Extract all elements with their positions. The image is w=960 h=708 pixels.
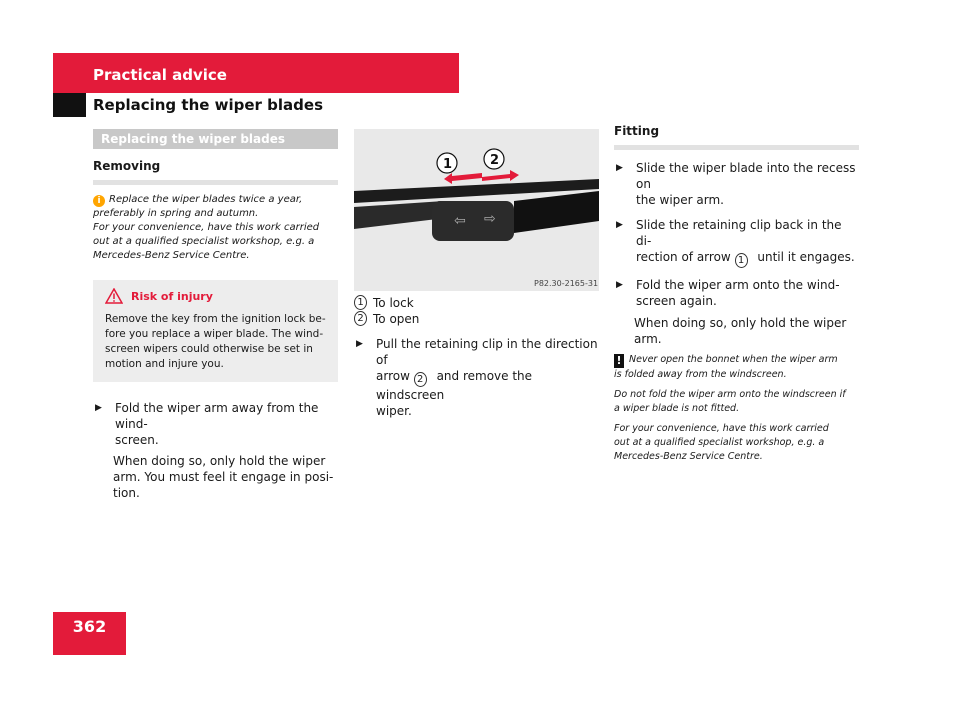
left-column: [93, 129, 338, 506]
caution-note: ! Never open the bonnet when the wiper arm is folded away from the windscreen. Do not fold the wiper arm onto the windscreen if a wiper blade is not fitted. For your convenience, have this work carried out at a qualified specialist workshop, e.g. a Mercedes-Benz Service Centre.: [614, 354, 846, 462]
wiper-illustration: [354, 129, 599, 291]
arrow-left-glyph: ⇦: [454, 213, 466, 229]
legend-item: 2 To open: [354, 311, 604, 327]
step-fold-onto: ▶ Fold the wiper arm onto the wind- screen again.: [616, 278, 840, 308]
warning-box: Risk of injury Remove the key from the ignition lock be- fore you replace a wiper blade. The wind- screen wipers could otherwise be set in motion and injure you.: [93, 280, 338, 382]
warning-title: Risk of injury: [131, 289, 213, 303]
step-slide-blade: ▶ Slide the wiper blade into the recess on the wiper arm.: [616, 161, 856, 207]
header-tab-marker: [53, 93, 86, 117]
step-slide-clip: ▶ Slide the retaining clip back in the di- rection of arrow 1 until it engages.: [616, 218, 855, 266]
subheading-fitting: Fitting: [614, 123, 859, 150]
step-bullet-icon: ▶: [356, 339, 363, 349]
section-title: Practical advice: [93, 66, 227, 84]
legend-item: 1 To lock: [354, 295, 604, 311]
image-code: P82.30-2165-31: [534, 279, 599, 288]
callout-1: 1: [443, 157, 453, 172]
info-note: i Replace the wiper blades twice a year, preferably in spring and autumn. For your convenience, have this work carried out at a qualified specialist workshop, e.g. a Mercedes-Benz Service Centre.: [93, 194, 320, 261]
warning-header: [105, 288, 326, 304]
page-number: 362: [72, 617, 107, 636]
info-icon: i: [93, 195, 105, 207]
step-bullet-icon: ▶: [616, 280, 623, 290]
exclamation-icon: !: [614, 354, 624, 368]
subheading-removing: Removing: [93, 158, 338, 185]
step-fold-away: ▶ Fold the wiper arm away from the wind- screen.: [95, 401, 319, 447]
section-bar: Replacing the wiper blades: [93, 129, 338, 149]
page-subtitle: Replacing the wiper blades: [93, 96, 324, 114]
step-bullet-icon: ▶: [95, 403, 102, 413]
callout-2: 2: [490, 153, 500, 168]
middle-column: [354, 295, 604, 424]
right-column: [614, 123, 859, 464]
step-pull-clip: ▶ Pull the retaining clip in the direction of arrow 2 and remove the windscreen wiper.: [356, 337, 598, 418]
step-note: When doing so, only hold the wiper arm. You must feel it engage in posi- tion.: [113, 454, 334, 500]
step-note: When doing so, only hold the wiper arm.: [634, 316, 847, 346]
warning-triangle-icon: [105, 288, 123, 304]
step-bullet-icon: ▶: [616, 220, 623, 230]
wiper-photo: [354, 129, 599, 291]
arrow-right-glyph: ⇨: [484, 211, 496, 227]
step-bullet-icon: ▶: [616, 163, 623, 173]
